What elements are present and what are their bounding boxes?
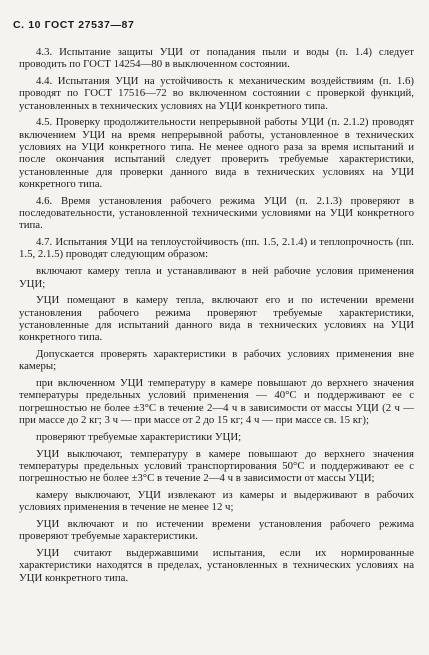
- paragraph-4-4: 4.4. Испытания УЦИ на устойчивость к механическим воздействиям (п. 1.6) проводят по ГОСТ 17516—72 во включенном состоянии с проверкой функций, установленных в технических условиях на УЦИ конкретного типа.: [19, 75, 414, 112]
- paragraph-4-6: 4.6. Время установления рабочего режима УЦИ (п. 2.1.3) проверяют в последовательности, установленной техническими условиями на УЦИ конкретного типа.: [19, 194, 414, 232]
- step-paragraph: УЦИ помещают в камеру тепла, включают его и по истечении времени установления рабочего режима проверяют требуемые характеристики, установленные для испытаний данного вида в технических условиях на УЦИ конкретного типа.: [19, 294, 414, 344]
- step-paragraph: камеру выключают, УЦИ извлекают из камеры и выдерживают в рабочих условиях применения в течение не менее 12 ч;: [19, 489, 414, 514]
- paragraph-4-5: 4.5. Проверку продолжительности непрерывной работы УЦИ (п. 2.1.2) проводят включением УЦИ на время непрерывной работы, установленное в технических условиях на УЦИ конкретного типа. Не менее одного раза за время испытаний и после окончания испытаний следует проверить требуемые характеристики, установленные для проверки данного вида в технических условиях на УЦИ конкретного типа.: [19, 116, 414, 190]
- step-paragraph: проверяют требуемые характеристики УЦИ;: [36, 430, 242, 443]
- step-paragraph: Допускается проверять характеристики в рабочих условиях применения вне камеры;: [19, 348, 414, 373]
- conclusion-paragraph: УЦИ считают выдержавшими испытания, если их нормированные характеристики находятся в пределах, установленных в технических условиях на УЦИ конкретного типа.: [19, 547, 414, 584]
- paragraph-4-7: 4.7. Испытания УЦИ на теплоустойчивость (пп. 1.5, 2.1.4) и теплопрочность (пп. 1.5, 2.1.5) проводят следующим образом:: [19, 236, 414, 261]
- step-paragraph: при включенном УЦИ температуру в камере повышают до верхнего значения температуры предельных условий применения — 40°С и поддерживают ее с погрешностью не более ±3°С в течение 2—4 ч в зависимости от массы УЦИ (2 ч — при массе до 2 кг; 3 ч — при массе от 2 до 15 кг; 4 ч — при массе св. 15 кг);: [19, 377, 414, 427]
- page-header: С. 10 ГОСТ 27537—87: [13, 19, 135, 31]
- step-paragraph: включают камеру тепла и устанавливают в ней рабочие условия применения УЦИ;: [19, 265, 414, 290]
- step-paragraph: УЦИ включают и по истечении времени установления рабочего режима проверяют требуемые характеристики.: [19, 518, 414, 543]
- step-paragraph: УЦИ выключают, температуру в камере повышают до верхнего значения температуры предельных условий транспортирования 50°С и поддерживают ее с погрешностью не более ±3°С в течение 2—4 ч в зависимости от массы УЦИ;: [19, 447, 414, 485]
- paragraph-4-3: 4.3. Испытание защиты УЦИ от попадания пыли и воды (п. 1.4) следует проводить по ГОСТ 14254—80 в выключенном состоянии.: [19, 46, 414, 71]
- document-body: [19, 46, 414, 589]
